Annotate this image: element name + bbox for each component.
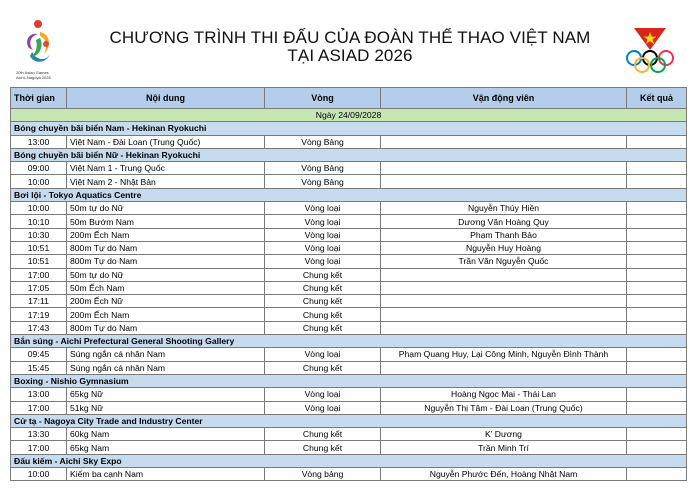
result-cell	[627, 468, 687, 481]
table-row	[11, 215, 687, 228]
time-cell: 10:51	[11, 241, 67, 254]
round-cell: Chung kết	[265, 441, 381, 454]
column-header-time: Thời gian	[11, 88, 67, 109]
column-header-athletes: Vận động viên	[381, 88, 627, 109]
event-cell: Súng ngắn cá nhân Nam	[67, 348, 265, 361]
time-cell: 17:00	[11, 268, 67, 281]
venue-cell: Bóng chuyền bãi biển Nữ - Hekinan Ryokuchi	[11, 148, 687, 161]
athletes-cell: Phạm Quang Huy, Lại Công Minh, Nguyễn Đình Thành	[381, 348, 627, 361]
left-logo-caption-line1: 20th Asian Games	[16, 70, 49, 75]
result-cell	[627, 361, 687, 374]
athletes-cell: Hoàng Ngọc Mai - Thái Lan	[381, 388, 627, 401]
table-row	[11, 255, 687, 268]
event-cell: 50m Ếch Nam	[67, 281, 265, 294]
column-header-result: Kết quả	[627, 88, 687, 109]
event-cell: Việt Nam 1 - Trung Quốc	[67, 162, 265, 175]
page-title-line2: TẠI ASIAD 2026	[287, 46, 413, 65]
table-row	[11, 321, 687, 334]
time-cell: 17:19	[11, 308, 67, 321]
table-row	[11, 441, 687, 454]
event-cell: 800m Tự do Nam	[67, 255, 265, 268]
time-cell: 13:00	[11, 388, 67, 401]
result-cell	[627, 428, 687, 441]
athletes-cell: Dương Văn Hoàng Quy	[381, 215, 627, 228]
round-cell: Vòng bảng	[265, 468, 381, 481]
athletes-cell: Phạm Thanh Bảo	[381, 228, 627, 241]
athletes-cell	[381, 281, 627, 294]
schedule-body	[11, 109, 687, 481]
venue-cell: Cử tạ - Nagoya City Trade and Industry Center	[11, 414, 687, 427]
time-cell: 15:45	[11, 361, 67, 374]
table-row	[11, 295, 687, 308]
time-cell: 10:30	[11, 228, 67, 241]
time-cell: 10:10	[11, 215, 67, 228]
table-row	[11, 428, 687, 441]
table-row	[11, 348, 687, 361]
venue-row	[11, 188, 687, 201]
table-row	[11, 308, 687, 321]
athletes-cell: Nguyễn Phước Đến, Hoàng Nhật Nam	[381, 468, 627, 481]
round-cell: Chung kết	[265, 321, 381, 334]
column-header-content: Nội dung	[67, 88, 265, 109]
athletes-cell	[381, 162, 627, 175]
table-row	[11, 162, 687, 175]
event-cell: 60kg Nam	[67, 428, 265, 441]
result-cell	[627, 388, 687, 401]
time-cell: 17:00	[11, 441, 67, 454]
result-cell	[627, 308, 687, 321]
time-cell: 10:51	[11, 255, 67, 268]
page-title-line1: CHƯƠNG TRÌNH THI ĐẤU CỦA ĐOÀN THỂ THAO VIỆT NAM	[109, 28, 591, 47]
round-cell: Vòng Bảng	[265, 162, 381, 175]
event-cell: 50m tự do Nữ	[67, 268, 265, 281]
round-cell: Chung kết	[265, 361, 381, 374]
result-cell	[627, 255, 687, 268]
venue-cell: Bóng chuyền bãi biển Nam - Hekinan Ryokuchi	[11, 122, 687, 135]
round-cell: Vòng loại	[265, 241, 381, 254]
table-row	[11, 401, 687, 414]
round-cell: Chung kết	[265, 268, 381, 281]
time-cell: 13:00	[11, 135, 67, 148]
date-row	[11, 109, 687, 122]
result-cell	[627, 228, 687, 241]
time-cell: 17:00	[11, 401, 67, 414]
event-cell: Kiếm ba cạnh Nam	[67, 468, 265, 481]
round-cell: Vòng loại	[265, 228, 381, 241]
result-cell	[627, 348, 687, 361]
time-cell: 17:05	[11, 281, 67, 294]
result-cell	[627, 321, 687, 334]
column-header-round: Vòng	[265, 88, 381, 109]
event-cell: 51kg Nữ	[67, 401, 265, 414]
time-cell: 10:00	[11, 468, 67, 481]
time-cell: 17:43	[11, 321, 67, 334]
athletes-cell	[381, 175, 627, 188]
table-row	[11, 281, 687, 294]
athletes-cell: Nguyễn Thị Tâm - Đài Loan (Trung Quốc)	[381, 401, 627, 414]
result-cell	[627, 281, 687, 294]
event-cell: Việt Nam 2 - Nhật Bản	[67, 175, 265, 188]
result-cell	[627, 295, 687, 308]
athletes-cell: Trần Văn Nguyễn Quốc	[381, 255, 627, 268]
venue-row	[11, 374, 687, 387]
venue-cell: Bơi lội - Tokyo Aquatics Centre	[11, 188, 687, 201]
venue-cell: Bắn súng - Aichi Prefectural General Shooting Gallery	[11, 335, 687, 348]
round-cell: Chung kết	[265, 428, 381, 441]
event-cell: 50m Bướm Nam	[67, 215, 265, 228]
event-cell: 200m Ếch Nữ	[67, 295, 265, 308]
table-row	[11, 468, 687, 481]
athletes-cell	[381, 308, 627, 321]
table-row	[11, 175, 687, 188]
event-cell: Súng ngắn cá nhân Nam	[67, 361, 265, 374]
round-cell: Vòng loại	[265, 388, 381, 401]
athletes-cell	[381, 268, 627, 281]
venue-row	[11, 335, 687, 348]
table-row	[11, 388, 687, 401]
round-cell: Vòng loại	[265, 255, 381, 268]
time-cell: 13:30	[11, 428, 67, 441]
event-cell: 200m Ếch Nam	[67, 228, 265, 241]
venue-row	[11, 414, 687, 427]
result-cell	[627, 441, 687, 454]
table-row	[11, 228, 687, 241]
result-cell	[627, 268, 687, 281]
event-cell: 65kg Nữ	[67, 388, 265, 401]
venue-cell: Đấu kiếm - Aichi Sky Expo	[11, 454, 687, 467]
round-cell: Chung kết	[265, 295, 381, 308]
venue-row	[11, 454, 687, 467]
venue-row	[11, 122, 687, 135]
event-cell: 800m Tự do Nam	[67, 241, 265, 254]
event-cell: Việt Nam - Đài Loan (Trung Quốc)	[67, 135, 265, 148]
result-cell	[627, 401, 687, 414]
table-row	[11, 202, 687, 215]
event-cell: 50m tự do Nữ	[67, 202, 265, 215]
time-cell: 10:00	[11, 202, 67, 215]
athletes-cell: Nguyễn Huy Hoàng	[381, 241, 627, 254]
result-cell	[627, 162, 687, 175]
time-cell: 17:11	[11, 295, 67, 308]
time-cell: 09:45	[11, 348, 67, 361]
athletes-cell	[381, 361, 627, 374]
event-cell: 800m Tự do Nam	[67, 321, 265, 334]
schedule-table	[10, 87, 687, 481]
round-cell: Vòng loại	[265, 202, 381, 215]
table-row	[11, 241, 687, 254]
venue-cell: Boxing - Nishio Gymnasium	[11, 374, 687, 387]
time-cell: 10:00	[11, 175, 67, 188]
athletes-cell: Nguyễn Thúy Hiền	[381, 202, 627, 215]
athletes-cell: Trần Minh Trí	[381, 441, 627, 454]
vietnam-olympic-logo-icon	[620, 24, 680, 80]
left-logo-caption	[16, 70, 76, 80]
athletes-cell: K' Dương	[381, 428, 627, 441]
athletes-cell	[381, 295, 627, 308]
date-cell: Ngày 24/09/2028	[11, 109, 687, 122]
result-cell	[627, 175, 687, 188]
round-cell: Vòng loại	[265, 401, 381, 414]
left-logo-caption-line2: Aichi–Nagoya 2026	[16, 75, 51, 80]
table-row	[11, 361, 687, 374]
table-row	[11, 135, 687, 148]
result-cell	[627, 241, 687, 254]
table-header-row	[11, 88, 687, 109]
event-cell: 200m Ếch Nam	[67, 308, 265, 321]
athletes-cell	[381, 135, 627, 148]
result-cell	[627, 215, 687, 228]
round-cell: Vòng Bảng	[265, 135, 381, 148]
page-header	[0, 0, 700, 86]
round-cell: Chung kết	[265, 281, 381, 294]
venue-row	[11, 148, 687, 161]
round-cell: Vòng Bảng	[265, 175, 381, 188]
result-cell	[627, 202, 687, 215]
round-cell: Chung kết	[265, 308, 381, 321]
table-row	[11, 268, 687, 281]
round-cell: Vòng loại	[265, 348, 381, 361]
time-cell: 09:00	[11, 162, 67, 175]
athletes-cell	[381, 321, 627, 334]
event-cell: 65kg Nam	[67, 441, 265, 454]
result-cell	[627, 135, 687, 148]
round-cell: Vòng loại	[265, 215, 381, 228]
